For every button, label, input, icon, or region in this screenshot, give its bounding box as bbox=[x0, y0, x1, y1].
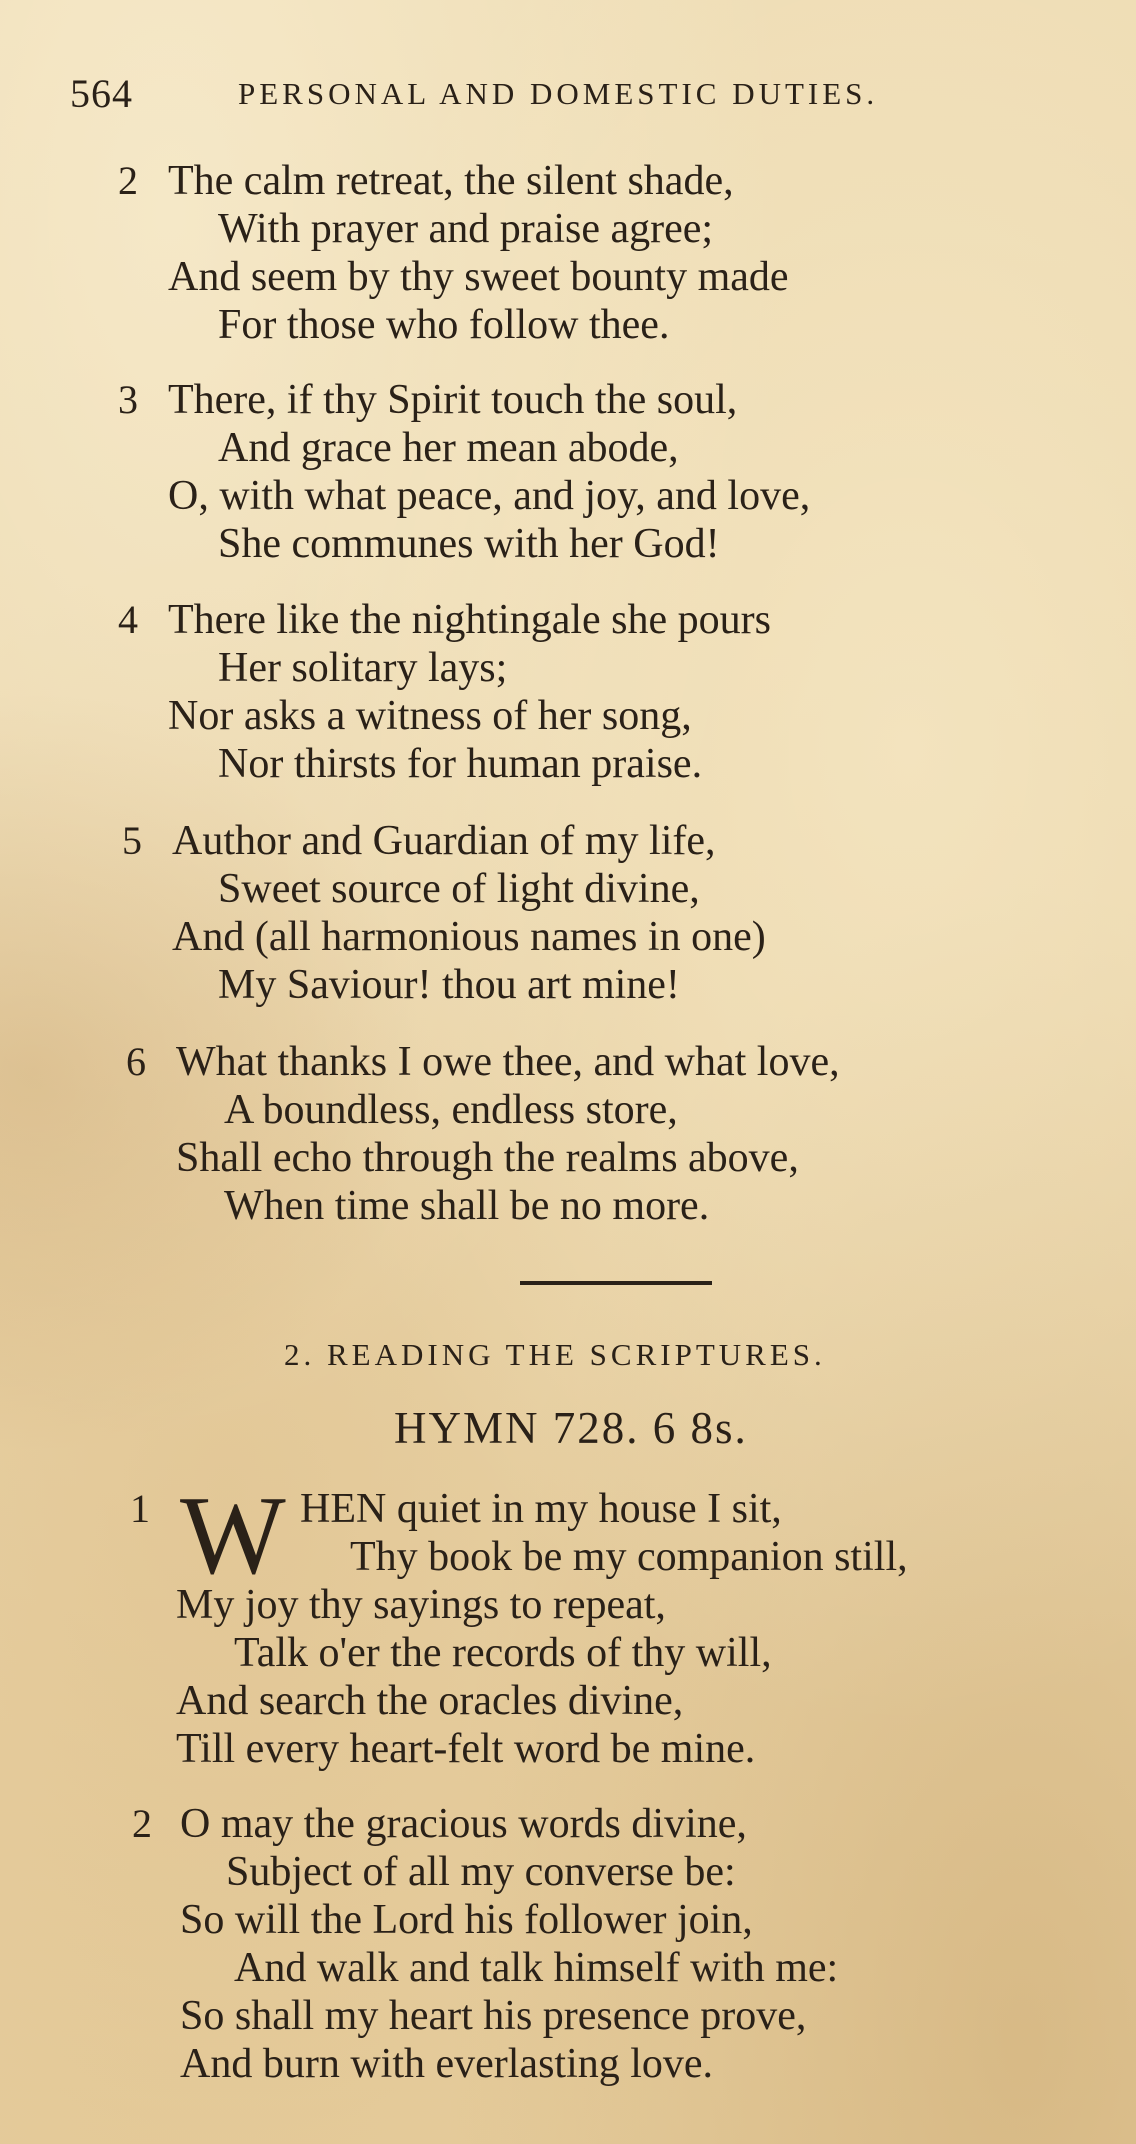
drop-cap: W bbox=[180, 1474, 286, 1598]
stanza-number: 3 bbox=[118, 377, 138, 422]
stanza-number: 2 bbox=[118, 158, 138, 203]
verse-line: And (all harmonious names in one) bbox=[172, 914, 766, 960]
verse-line: Thy book be my companion still, bbox=[350, 1534, 908, 1580]
verse-line: Till every heart-felt word be mine. bbox=[176, 1726, 756, 1772]
verse-line: Author and Guardian of my life, bbox=[172, 818, 716, 864]
verse-line: And grace her mean abode, bbox=[218, 425, 679, 471]
verse-line: There, if thy Spirit touch the soul, bbox=[168, 377, 738, 423]
section-title: 2. READING THE SCRIPTURES. bbox=[284, 1337, 826, 1372]
verse-line: My joy thy sayings to repeat, bbox=[176, 1582, 666, 1628]
hymn-title: HYMN 728. 6 8s. bbox=[394, 1403, 748, 1453]
verse-line: HEN quiet in my house I sit, bbox=[300, 1486, 782, 1532]
verse-line: Talk o'er the records of thy will, bbox=[234, 1630, 772, 1676]
verse-line: Sweet source of light divine, bbox=[218, 866, 700, 912]
verse-line: What thanks I owe thee, and what love, bbox=[176, 1039, 840, 1085]
verse-line: Subject of all my converse be: bbox=[226, 1849, 736, 1895]
verse-line: Her solitary lays; bbox=[218, 645, 508, 691]
section-divider bbox=[520, 1281, 712, 1285]
verse-line: So shall my heart his presence prove, bbox=[180, 1993, 807, 2039]
stanza-number: 4 bbox=[118, 597, 138, 642]
verse-line: With prayer and praise agree; bbox=[218, 206, 714, 252]
verse-line: And seem by thy sweet bounty made bbox=[168, 254, 789, 300]
verse-line: And walk and talk himself with me: bbox=[234, 1945, 839, 1991]
verse-line: And search the oracles divine, bbox=[176, 1678, 684, 1724]
verse-line: Nor thirsts for human praise. bbox=[218, 741, 703, 787]
stanza-number: 1 bbox=[130, 1486, 150, 1531]
verse-line: O, with what peace, and joy, and love, bbox=[168, 473, 811, 519]
page-number: 564 bbox=[70, 71, 133, 116]
verse-line: For those who follow thee. bbox=[218, 302, 670, 348]
page-header bbox=[70, 70, 1070, 122]
verse-line: The calm retreat, the silent shade, bbox=[168, 158, 734, 204]
verse-line: There like the nightingale she pours bbox=[168, 597, 771, 643]
verse-line: My Saviour! thou art mine! bbox=[218, 962, 680, 1008]
verse-line: When time shall be no more. bbox=[224, 1183, 710, 1229]
verse-line: O may the gracious words divine, bbox=[180, 1801, 747, 1847]
stanza-number: 5 bbox=[122, 818, 142, 863]
verse-line: So will the Lord his follower join, bbox=[180, 1897, 753, 1943]
stanza-number: 6 bbox=[126, 1039, 146, 1084]
verse-line: Nor asks a witness of her song, bbox=[168, 693, 692, 739]
verse-line: And burn with everlasting love. bbox=[180, 2041, 714, 2087]
verse-line: She communes with her God! bbox=[218, 521, 720, 567]
verse-line: Shall echo through the realms above, bbox=[176, 1135, 799, 1181]
stanza-number: 2 bbox=[132, 1801, 152, 1846]
running-title: PERSONAL AND DOMESTIC DUTIES. bbox=[238, 76, 879, 111]
verse-line: A boundless, endless store, bbox=[224, 1087, 678, 1133]
